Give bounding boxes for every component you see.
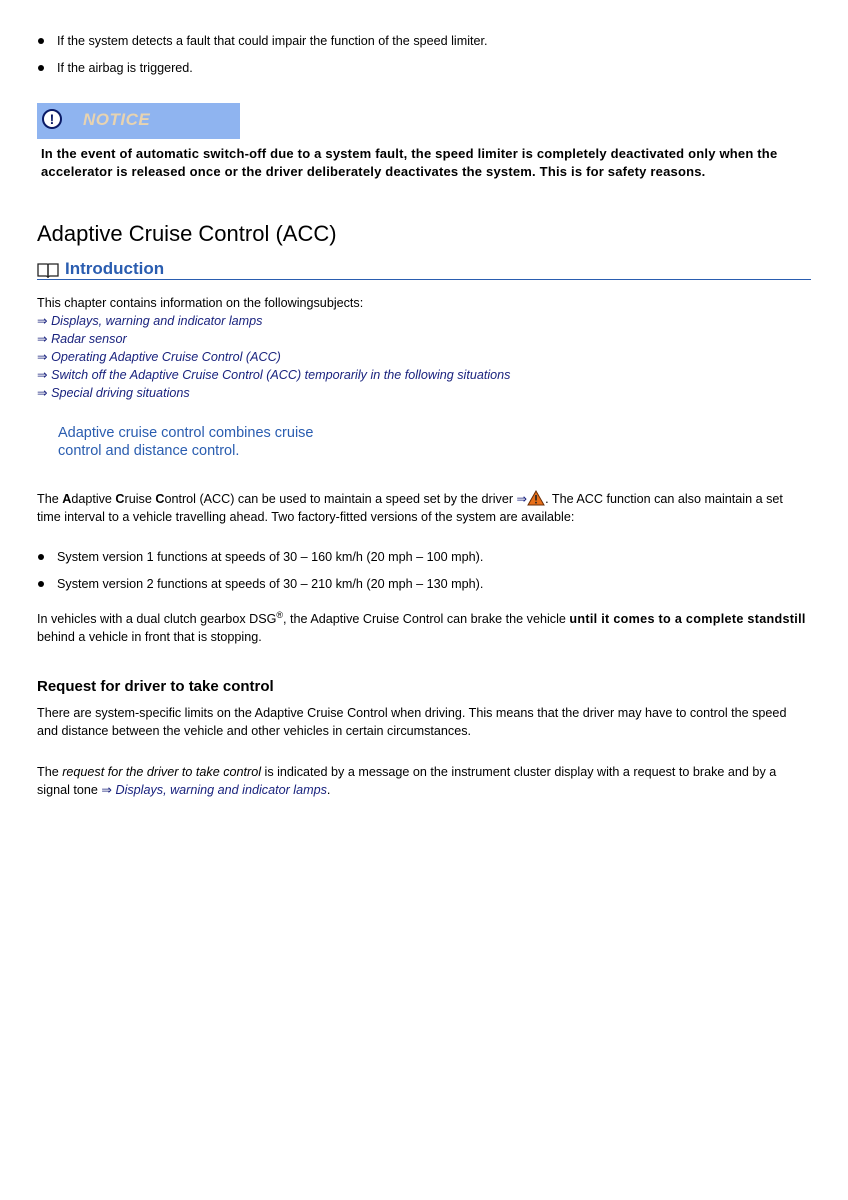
introduction-title: Introduction [65, 259, 165, 278]
section-paragraph: There are system-specific limits on the Adaptive Cruise Control when driving. This means that the driver may have to control the speed and distance between the vehicle and other vehicles in certain circumstances. [37, 706, 787, 738]
pull-quote-line: control and distance control. [58, 443, 240, 459]
bullet-item: If the airbag is triggered. [57, 61, 193, 75]
acc-description-paragraph: The Adaptive Cruise Control (ACC) can be used to maintain a speed set by the driver ⇒ . The ACC function can also maintain a set time interval to a vehicle travelling ahead. Two factory-fitted versions of the system are available: [37, 492, 783, 524]
bullet-dot [38, 65, 44, 71]
notice-box [37, 103, 240, 139]
arrow-icon: ⇒ [37, 368, 48, 382]
bullet-dot [38, 581, 44, 587]
exclamation-icon: ! [42, 109, 62, 129]
displays-link[interactable]: ⇒ Displays, warning and indicator lamps [101, 783, 327, 797]
introduction-header [37, 258, 811, 280]
bullet-item: System version 1 functions at speeds of 30 – 160 km/h (20 mph – 100 mph). [57, 550, 484, 564]
bullet-dot [38, 38, 44, 44]
arrow-icon: ⇒ [37, 314, 48, 328]
topic-link[interactable]: ⇒ Special driving situations [37, 386, 190, 400]
notice-text: In the event of automatic switch-off due to a system fault, the speed limiter is completely deactivated only when the accelerator is released once or the driver deliberately deactivates the system. This is for safety reasons. [41, 146, 778, 179]
arrow-icon: ⇒ [37, 386, 48, 400]
topic-link-list [37, 312, 737, 402]
page-title: Adaptive Cruise Control (ACC) [37, 221, 337, 246]
warning-triangle-icon [527, 490, 545, 506]
topic-link[interactable]: ⇒ Radar sensor [37, 332, 127, 346]
pull-quote [58, 424, 358, 460]
topic-link[interactable]: ⇒ Switch off the Adaptive Cruise Control (ACC) temporarily in the following situations [37, 368, 511, 382]
notice-label: NOTICE [83, 110, 151, 129]
section-paragraph: The request for the driver to take control is indicated by a message on the instrument cluster display with a request to brake and by a signal tone ⇒ Displays, warning and indicator lamps. [37, 765, 777, 797]
section-heading: Request for driver to take control [37, 678, 274, 695]
bullet-item: System version 2 functions at speeds of 30 – 210 km/h (20 mph – 130 mph). [57, 577, 484, 591]
dsg-paragraph: In vehicles with a dual clutch gearbox DSG®, the Adaptive Cruise Control can brake the vehicle until it comes to a complete standstill behind a vehicle in front that is stopping. [37, 610, 806, 645]
bullet-item: If the system detects a fault that could impair the function of the speed limiter. [57, 34, 488, 48]
pull-quote-line: Adaptive cruise control combines cruise [58, 425, 314, 441]
book-icon [37, 262, 59, 278]
intro-lead: This chapter contains information on the followingsubjects: [37, 296, 364, 310]
arrow-icon: ⇒ [37, 332, 48, 346]
topic-link[interactable]: ⇒ Displays, warning and indicator lamps [37, 314, 263, 328]
topic-link[interactable]: ⇒ Operating Adaptive Cruise Control (ACC) [37, 350, 281, 364]
warning-link[interactable]: ⇒ [517, 492, 546, 506]
bullet-dot [38, 554, 44, 560]
divider [37, 279, 811, 280]
arrow-icon: ⇒ [37, 350, 48, 364]
